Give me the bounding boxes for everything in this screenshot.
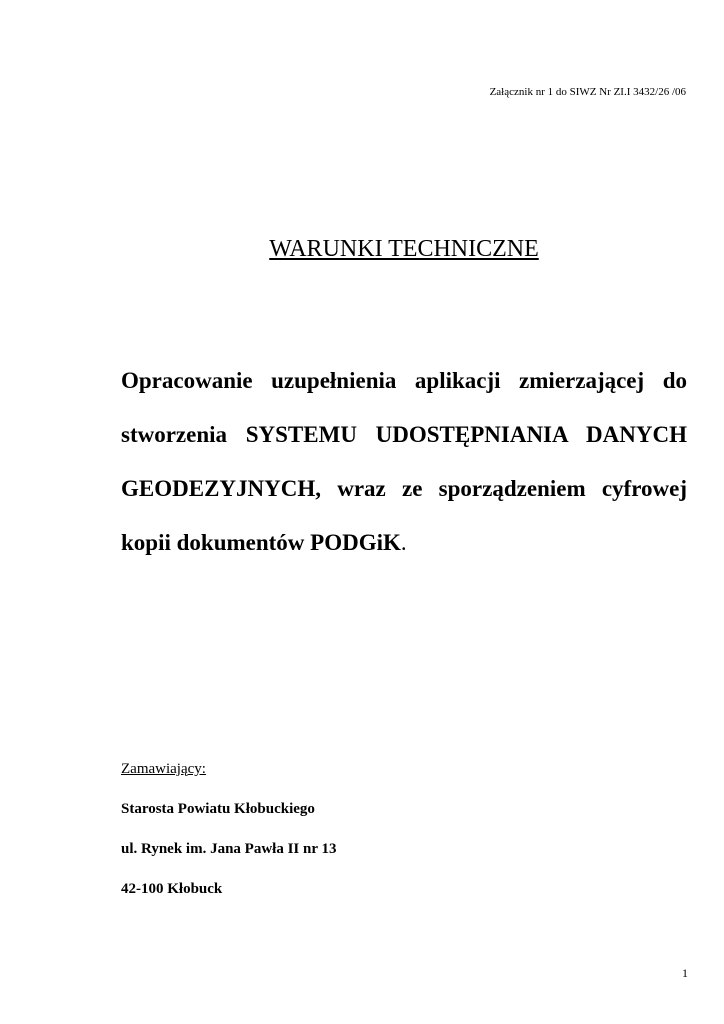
subject-line-3: GEODEZYJNYCH, wraz ze sporządzeniem cyfrowej [121,476,687,501]
subject-paragraph [121,354,687,570]
subject-line-4-period: . [400,530,407,555]
page-number: 1 [682,966,688,980]
contracting-authority-city: 42-100 Kłobuck [121,881,223,897]
subject-line-4-text: kopii dokumentów PODGiK [121,530,401,555]
subject-line-4 [121,516,687,570]
contracting-authority-name: Starosta Powiatu Kłobuckiego [121,801,315,817]
attachment-reference: Załącznik nr 1 do SIWZ Nr ZI.I 3432/26 /06 [489,86,686,98]
contracting-authority-street: ul. Rynek im. Jana Pawła II nr 13 [121,841,337,857]
contracting-authority-label: Zamawiający: [121,761,206,777]
contracting-authority-block [121,760,336,920]
document-title: WARUNKI TECHNICZNE [269,236,539,262]
subject-line-2: stworzenia SYSTEMU UDOSTĘPNIANIA DANYCH [121,422,687,447]
subject-line-1: Opracowanie uzupełnienia aplikacji zmierzającej do [121,368,687,393]
